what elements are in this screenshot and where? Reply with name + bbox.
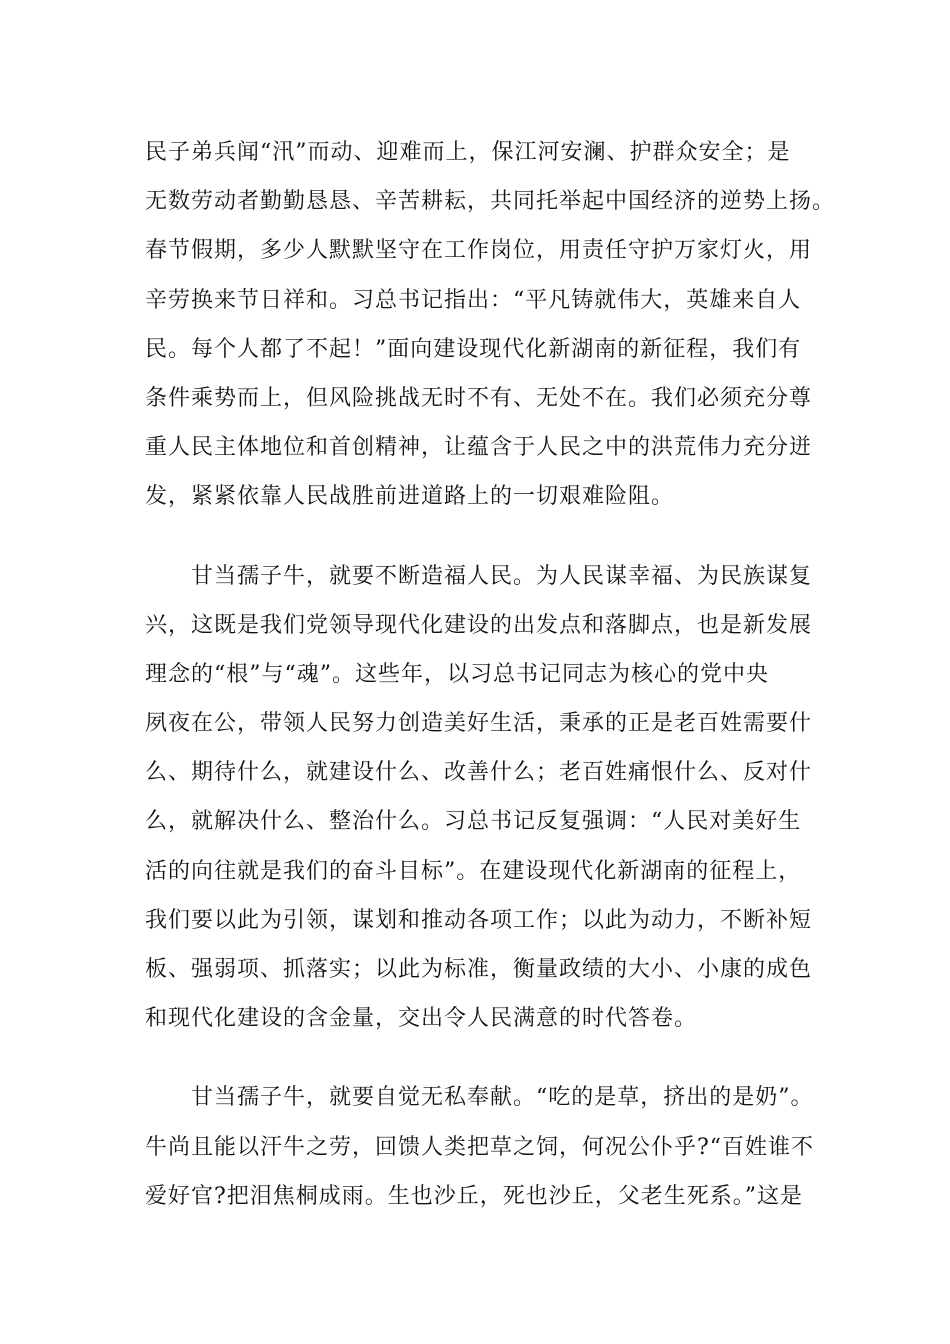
body-text [145,128,836,1221]
text-line: 活的向往就是我们的奋斗目标”。在建设现代化新湖南的征程上， [145,858,802,884]
text-line: 无数劳动者勤勤恳恳、辛苦耕耘，共同托举起中国经济的逆势上扬。 [145,189,836,215]
paragraph-1 [145,128,836,522]
text-line: 么，就解决什么、整治什么。习总书记反复强调：“人民对美好生 [145,809,802,835]
text-line: 发，紧紧依靠人民战胜前进道路上的一切艰难险阻。 [145,484,675,510]
paragraph-2 [145,552,813,1044]
text-line: 春节假期，多少人默默坚守在工作岗位，用责任守护万家灯火，用 [145,238,813,264]
text-line: 甘当孺子牛，就要自觉无私奉献。“吃的是草，挤出的是奶”。 [145,1085,814,1111]
paragraph-3 [145,1073,815,1221]
text-line: 甘当孺子牛，就要不断造福人民。为人民谋幸福、为民族谋复 [145,563,813,589]
text-line: 我们要以此为引领，谋划和推动各项工作；以此为动力，不断补短 [145,907,813,933]
text-line: 爱好官?把泪焦桐成雨。生也沙丘，死也沙丘，父老生死系。”这是 [145,1183,804,1209]
text-line: 夙夜在公，带领人民努力创造美好生活，秉承的正是老百姓需要什 [145,711,813,737]
text-line: 重人民主体地位和首创精神，让蕴含于人民之中的洪荒伟力充分迸 [145,435,813,461]
text-line: 牛尚且能以汗牛之劳，回馈人类把草之饲，何况公仆乎?“百姓谁不 [145,1134,815,1160]
text-line: 板、强弱项、抓落实；以此为标准，衡量政绩的大小、小康的成色 [145,957,813,982]
text-line: 理念的“根”与“魂”。这些年，以习总书记同志为核心的党中央 [145,661,769,687]
text-line: 兴，这既是我们党领导现代化建设的出发点和落脚点，也是新发展 [145,612,813,638]
text-line: 民。每个人都了不起！”面向建设现代化新湖南的新征程，我们有 [145,336,802,362]
text-line: 民子弟兵闻“汛”而动、迎难而上，保江河安澜、护群众安全；是 [145,140,791,165]
text-line: 和现代化建设的含金量，交出令人民满意的时代答卷。 [145,1006,698,1032]
text-line: 么、期待什么，就建设什么、改善什么；老百姓痛恨什么、反对什 [145,760,813,786]
text-line: 条件乘势而上，但风险挑战无时不有、无处不在。我们必须充分尊 [145,385,813,411]
text-line: 辛劳换来节日祥和。习总书记指出：“平凡铸就伟大，英雄来自人 [145,287,802,313]
